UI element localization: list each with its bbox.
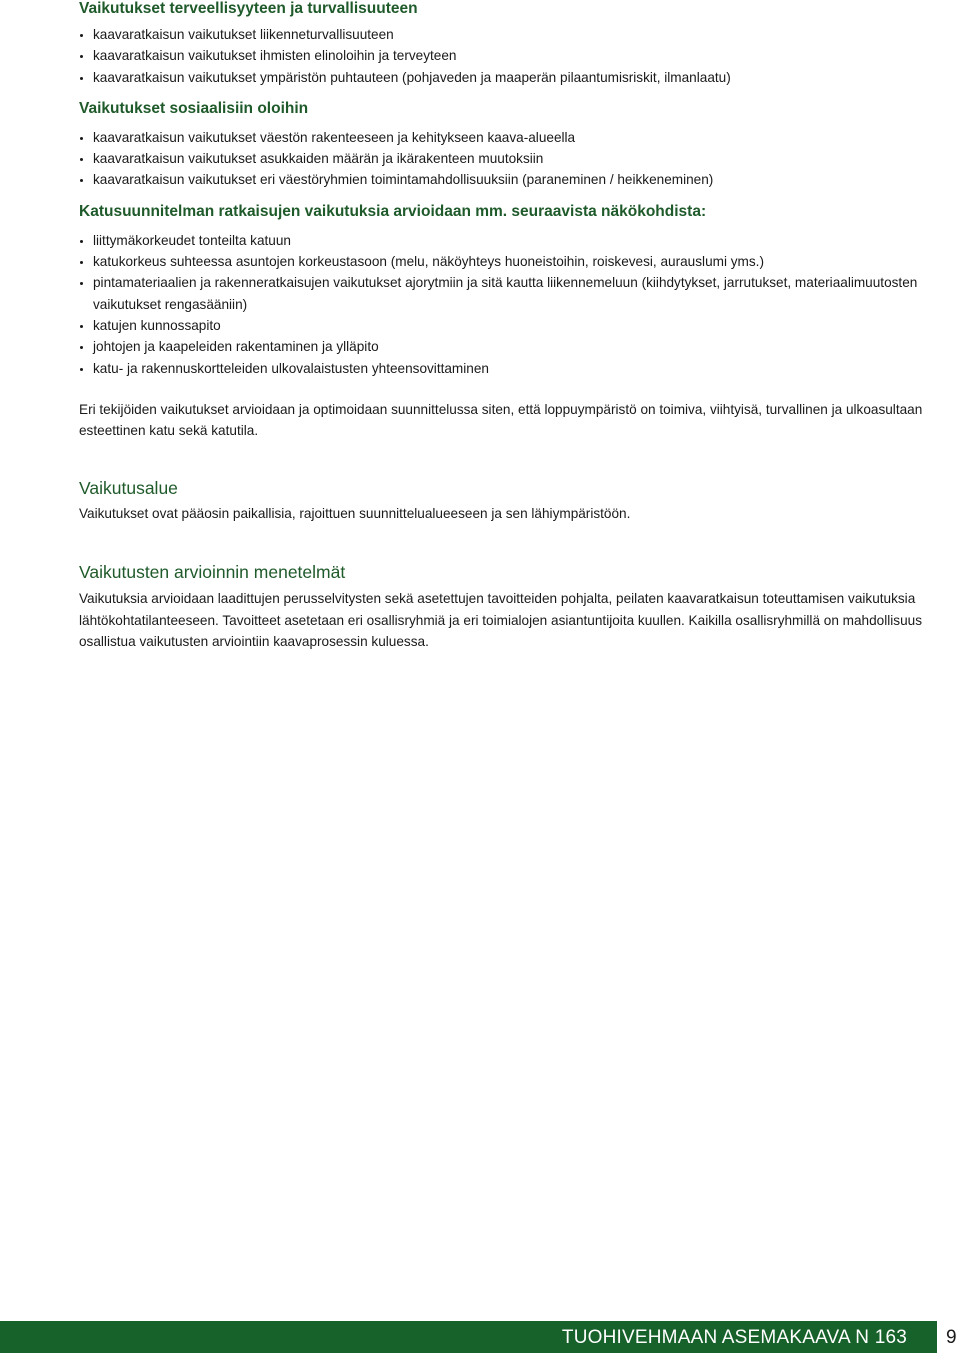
list-item: liittymäkorkeudet tonteilta katuun <box>79 230 939 251</box>
list-katusuunnitelma <box>79 230 939 379</box>
list-item: pintamateriaalien ja rakenneratkaisujen vaikutukset ajorytmiin ja sitä kautta liikennemeluun (kiihdytykset, jarrutukset, materiaalimuutosten vaikutukset rengasääniin) <box>79 272 939 315</box>
list-item: kaavaratkaisun vaikutukset asukkaiden määrän ja ikärakenteen muutoksiin <box>79 148 939 169</box>
document-title: TUOHIVEHMAAN ASEMAKAAVA N 163 <box>561 1327 907 1348</box>
list-item: katujen kunnossapito <box>79 315 939 336</box>
list-item: kaavaratkaisun vaikutukset ihmisten elinoloihin ja terveyteen <box>79 45 939 66</box>
paragraph-tekijoiden-vaikutukset: Eri tekijöiden vaikutukset arvioidaan ja optimoidaan suunnittelussa siten, että loppuympäristö on toimiva, viihtyisä, turvallinen ja ulkoasultaan esteettinen katu sekä katutila. <box>79 401 923 439</box>
list-item: johtojen ja kaapeleiden rakentaminen ja ylläpito <box>79 336 939 357</box>
heading-terveellisyys: Vaikutukset terveellisyyteen ja turvallisuuteen <box>79 0 418 17</box>
footer-band <box>0 1321 937 1353</box>
heading-vaikutusalue: Vaikutusalue <box>79 477 178 498</box>
page-footer <box>0 1321 960 1353</box>
page-content <box>79 0 939 653</box>
paragraph-menetelmat: Vaikutuksia arvioidaan laadittujen perusselvitysten sekä asetettujen tavoitteiden pohjalta, peilaten kaavaratkaisun toteuttamisen vaikutuksia lähtökohtatilanteeseen. Tavoitteet asetetaan eri osallisryhmiä ja eri toimialojen asiantuntijoita kuullen. Kaikilla osallisryhmillä on mahdollisuus osallistua vaikutusten arviointiin kaavaprosessin kuluessa. <box>79 591 923 650</box>
list-sosiaaliset <box>79 127 939 191</box>
list-item: kaavaratkaisun vaikutukset liikenneturvallisuuteen <box>79 24 939 45</box>
heading-sosiaaliset: Vaikutukset sosiaalisiin oloihin <box>79 99 309 117</box>
list-item: kaavaratkaisun vaikutukset väestön rakenteeseen ja kehitykseen kaava-alueella <box>79 127 939 148</box>
heading-menetelmat: Vaikutusten arvioinnin menetelmät <box>79 562 346 583</box>
page-number: 9 <box>946 1327 957 1348</box>
paragraph-vaikutusalue: Vaikutukset ovat pääosin paikallisia, rajoittuen suunnittelualueeseen ja sen lähiympäristöön. <box>79 505 631 521</box>
list-terveellisyys <box>79 24 939 88</box>
list-item: katu- ja rakennuskortteleiden ulkovalaistusten yhteensovittaminen <box>79 358 939 379</box>
heading-katusuunnitelma: Katusuunnitelman ratkaisujen vaikutuksia arvioidaan mm. seuraavista näkökohdista: <box>79 202 707 220</box>
list-item: kaavaratkaisun vaikutukset ympäristön puhtauteen (pohjaveden ja maaperän pilaantumisriskit, ilmanlaatu) <box>79 67 939 88</box>
list-item: katukorkeus suhteessa asuntojen korkeustasoon (melu, näköyhteys huoneistoihin, roiskevesi, aurauslumi yms.) <box>79 251 939 272</box>
list-item: kaavaratkaisun vaikutukset eri väestöryhmien toimintamahdollisuuksiin (paraneminen / heikkeneminen) <box>79 169 939 190</box>
